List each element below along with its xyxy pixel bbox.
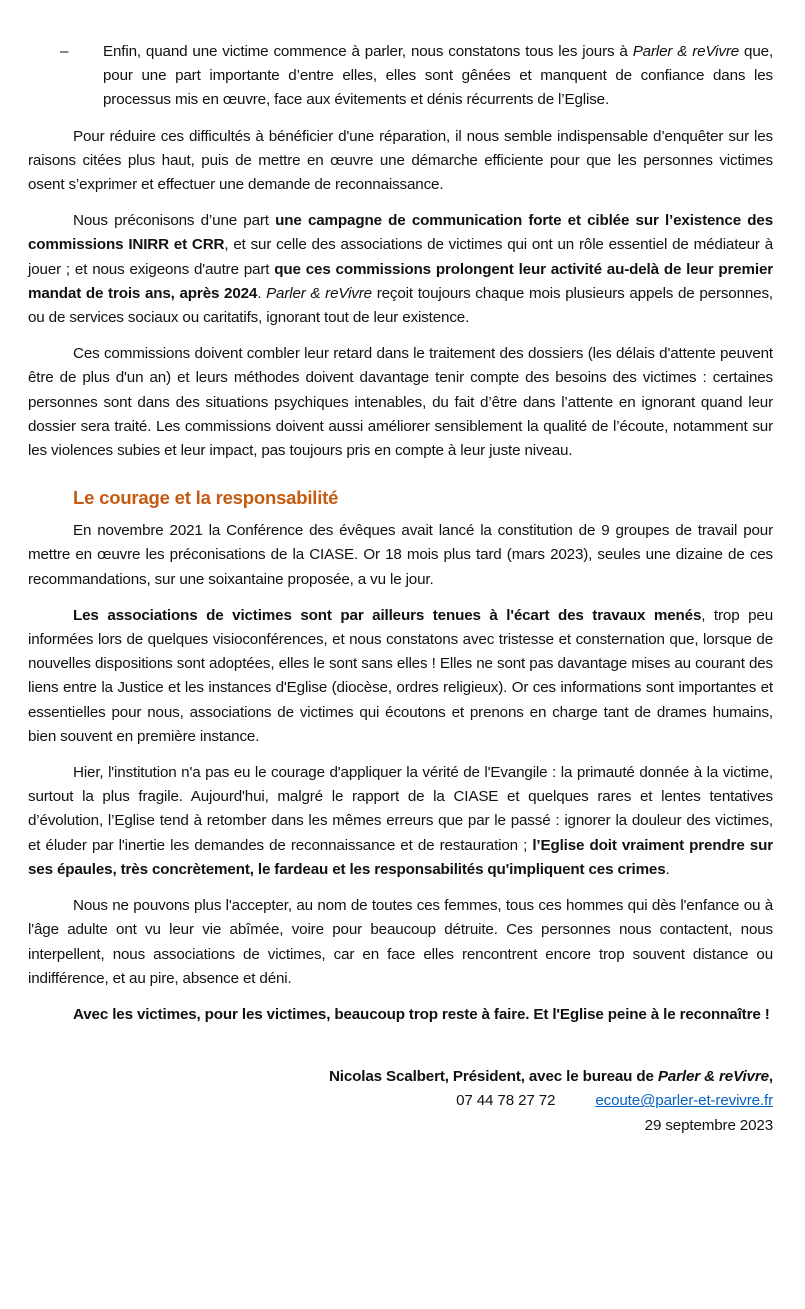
paragraph-recommendations: Nous préconisons d’une part une campagne de communication forte et ciblée sur l’existence des commissions INIRR et CRR, et sur celle des associations de victimes qui ont un rôle essentiel de médiateur à jouer ; et nous exigeons d'autre part que ces commissions prolongent leur activité au-delà de leur premier mandat de trois ans, après 2024. Parler & reVivre reçoit toujours chaque mois plusieurs appels de personnes, ou de services sociaux ou caritatifs, ignorant tout de leur existence. — [28, 212, 773, 327]
paragraph-commissions: Ces commissions doivent combler leur retard dans le traitement des dossiers (les délais d'attente peuvent être de plus d'un an) et leurs méthodes doivent davantage tenir compte des besoins des victimes : certaines personnes sont dans des situations psychiques intenables, du fait d’être dans l’attente en ignorant quand leur dossier sera traité. Les commissions doivent aussi améliorer sensiblement la qualité de l’écoute, notamment sur les violences subies et leur impact, pas toujours pris en compte à leur juste niveau. — [28, 345, 773, 460]
document-page — [28, 40, 773, 1138]
paragraph-reparation: Pour réduire ces difficultés à bénéficier d'une réparation, il nous semble indispensable d’enquêter sur les raisons citées plus haut, puis de mettre en œuvre une démarche efficiente pour que les personnes victimes osent s’exprimer et effectuer une demande de reconnaissance. — [28, 127, 773, 194]
paragraph-courage: Hier, l'institution n'a pas eu le courage d'appliquer la vérité de l'Evangile : la primauté donnée à la victime, surtout la plus fragile. Aujourd'hui, malgré le rapport de la CIASE et quelques rares et lentes tentatives d’évolution, l’Eglise tend à retomber dans les mêmes erreurs que par le passé : ignorer la douleur des victimes, et éluder par l'inertie les demandes de reconnaissance et de restauration ; l’Eglise doit vraiment prendre sur ses épaules, très concrètement, le fardeau et les responsabilités qu'impliquent ces crimes. — [28, 764, 773, 878]
signature-line: Nicolas Scalbert, Président, avec le bureau de Parler & reVivre, — [328, 1068, 773, 1086]
phone-number: 07 44 78 27 72 — [456, 1092, 556, 1110]
dash-bullet-icon: – — [60, 43, 69, 60]
closing-statement: Avec les victimes, pour les victimes, beaucoup trop reste à faire. Et l'Eglise peine à le reconnaître ! — [73, 1005, 770, 1023]
contact-line — [28, 1089, 773, 1113]
paragraph-associations: Les associations de victimes sont par ailleurs tenues à l'écart des travaux menés, trop peu informées lors de quelques visioconférences, et nous constatons avec tristesse et consternation que, lorsque de nouvelles dispositions sont adoptées, elles le sont sans elles ! Elles ne sont pas davantage mises au courant des liens entre la Justice et les instances d'Eglise (diocèse, ordres religieux). Or ces informations sont importantes et essentielles pour nous, associations de victimes qui écoutons et prenons en charge tant de drames humains, bien souvent en première instance. — [28, 606, 773, 745]
paragraph-acceptance: Nous ne pouvons plus l'accepter, au nom de toutes ces femmes, tous ces hommes qui dès l'enfance ou à l'âge adulte ont vu leur vie abîmée, voire pour beaucoup détruite. Ces personnes nous contactent, nous interpellent, nous associations de victimes, car en face elles rencontrent encore trop souvent distance ou indifférence, et au pire, absence et déni. — [28, 897, 773, 987]
emphasis-responsibility: l’Eglise doit vraiment prendre sur ses épaules, très concrètement, le fardeau et les responsabilités qu'impliquent ces crimes — [28, 836, 773, 878]
org-name: Parler & reVivre — [266, 284, 372, 302]
emphasis-campaign: une campagne de communication forte et ciblée sur l’existence des commissions INIRR et CRR — [28, 212, 773, 254]
org-name: Parler & reVivre — [657, 1068, 769, 1086]
emphasis-extension: que ces commissions prolongent leur activité au-delà de leur premier mandat de trois ans, après 2024 — [28, 260, 773, 302]
org-name: Parler & reVivre — [632, 43, 740, 60]
bullet-paragraph: – Enfin, quand une victime commence à parler, nous constatons tous les jours à Parler & reVivre que, pour une part importante d’entre elles, elles sont gênées et manquent de confiance dans les processus mis en œuvre, face aux évitements et dénis récurrents de l’Eglise. — [28, 40, 773, 113]
email-link[interactable]: ecoute@parler-et-revivre.fr — [595, 1092, 773, 1110]
document-date: 29 septembre 2023 — [644, 1116, 773, 1134]
section-heading: Le courage et la responsabilité — [73, 487, 339, 509]
emphasis-exclusion: Les associations de victimes sont par ailleurs tenues à l'écart des travaux menés — [73, 606, 702, 624]
paragraph-conference: En novembre 2021 la Conférence des évêques avait lancé la constitution de 9 groupes de travail pour mettre en œuvre les préconisations de la CIASE. Or 18 mois plus tard (mars 2023), seules une dizaine de ces recommandations, sur une soixantaine proposée, a vu le jour. — [28, 522, 773, 588]
